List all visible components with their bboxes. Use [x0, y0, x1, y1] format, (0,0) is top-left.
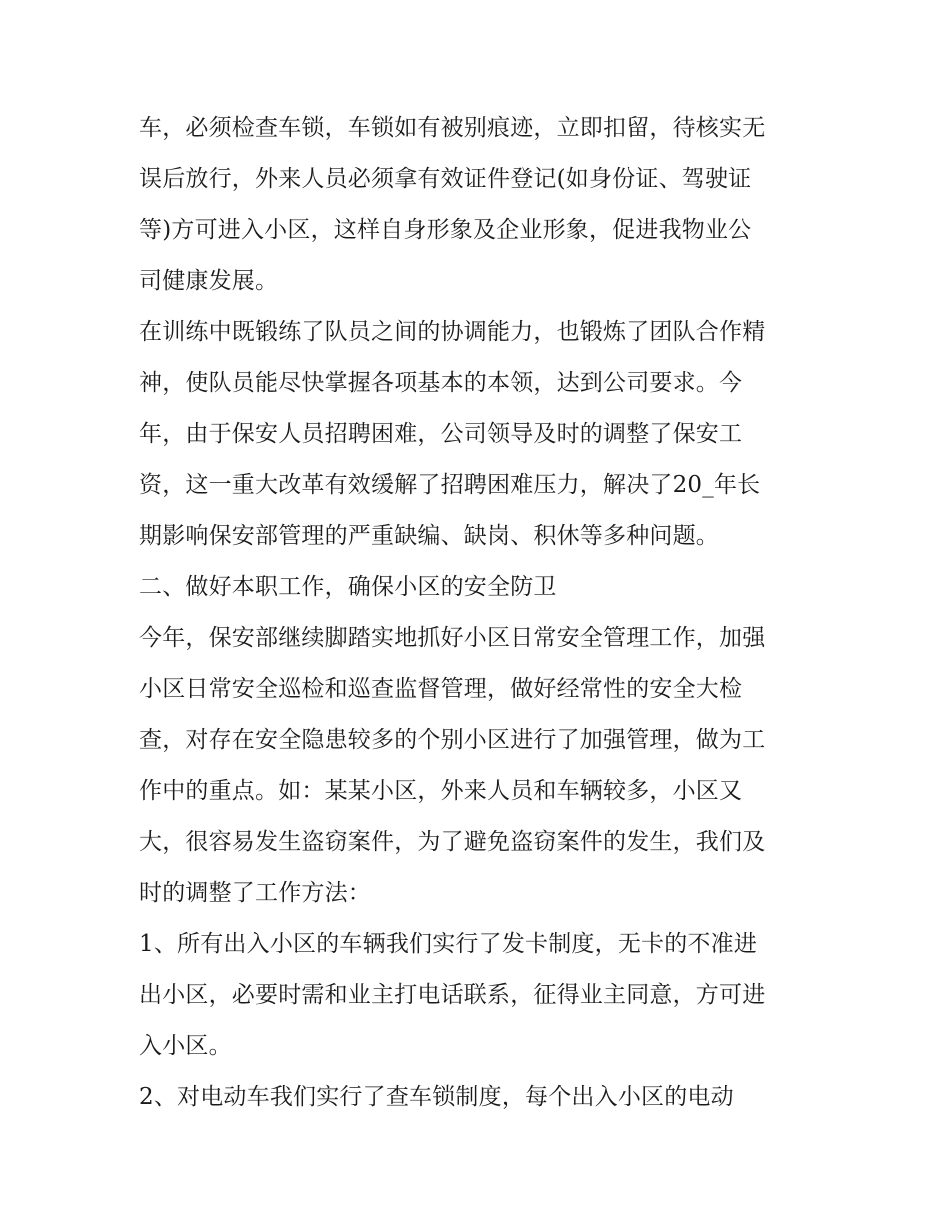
list-item-line: 出小区，必要时需和业主打电话联系，征得业主同意，方可进 — [139, 982, 766, 1008]
text-line: 小区日常安全巡检和巡查监督管理，做好经常性的安全大检 — [139, 676, 743, 702]
text-line: 神，使队员能尽快掌握各项基本的本领，达到公司要求。今 — [139, 370, 743, 396]
text-line: 等)方可进入小区，这样自身形象及企业形象，促进我物业公 — [139, 217, 752, 243]
text-line: 时的调整了工作方法： — [139, 880, 371, 906]
text-line: 误后放行，外来人员必须拿有效证件登记(如身份证、驾驶证 — [139, 166, 752, 192]
text-line: 今年，保安部继续脚踏实地抓好小区日常安全管理工作，加强 — [139, 625, 766, 651]
text-line: 大，很容易发生盗窃案件，为了避免盗窃案件的发生，我们及 — [139, 829, 766, 855]
section-heading: 二、做好本职工作，确保小区的安全防卫 — [139, 574, 557, 600]
text-line: 资，这一重大改革有效缓解了招聘困难压力，解决了20_年长 — [139, 472, 761, 498]
list-item-line: 1、所有出入小区的车辆我们实行了发卡制度，无卡的不准进 — [139, 931, 758, 957]
text-line: 年，由于保安人员招聘困难，公司领导及时的调整了保安工 — [139, 421, 743, 447]
text-line: 在训练中既锻练了队员之间的协调能力，也锻炼了团队合作精 — [139, 319, 766, 345]
list-item-line: 入小区。 — [139, 1033, 232, 1059]
text-line: 查，对存在安全隐患较多的个别小区进行了加强管理，做为工 — [139, 727, 766, 753]
text-line: 期影响保安部管理的严重缺编、缺岗、积休等多种问题。 — [139, 523, 719, 549]
list-item-line: 2、对电动车我们实行了查车锁制度，每个出入小区的电动 — [139, 1084, 734, 1110]
text-line: 车，必须检查车锁，车锁如有被别痕迹，立即扣留，待核实无 — [139, 115, 766, 141]
text-line: 作中的重点。如：某某小区，外来人员和车辆较多，小区又 — [139, 778, 743, 804]
text-line: 司健康发展。 — [139, 268, 279, 294]
